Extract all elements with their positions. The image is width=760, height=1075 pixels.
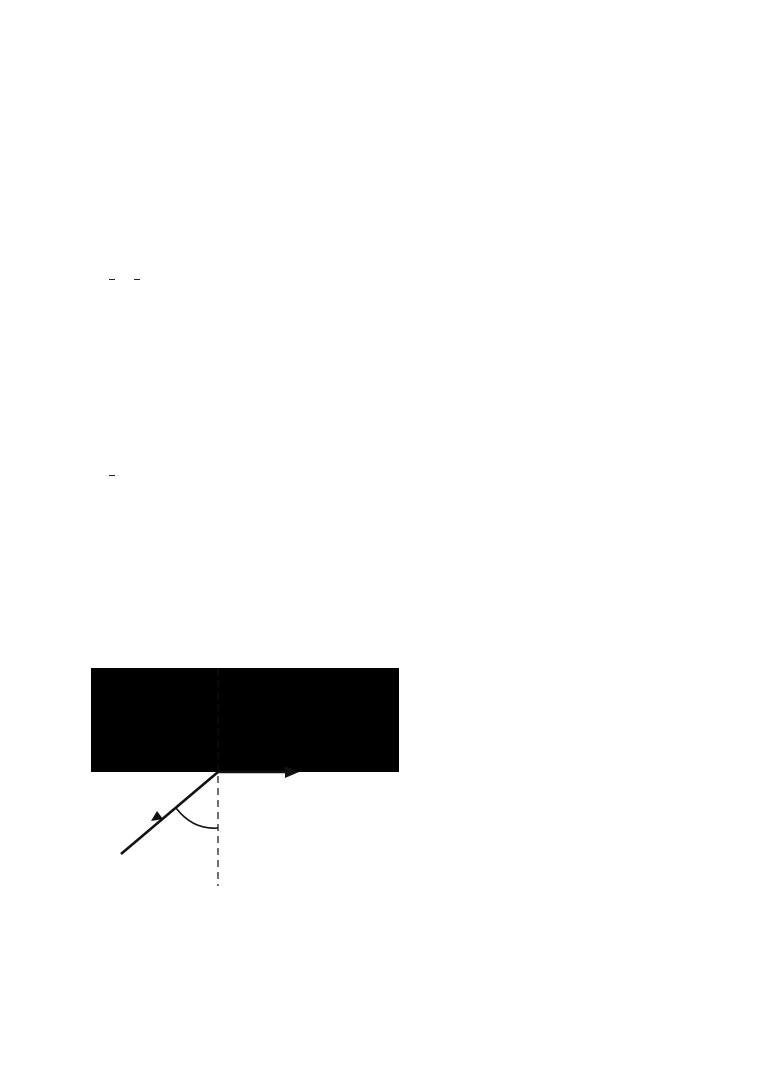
fraction-c-over-v — [109, 474, 115, 477]
incident-ray — [121, 772, 218, 854]
fraction-velocities — [109, 278, 115, 281]
critical-angle-arc — [176, 808, 218, 828]
total-internal-reflection-diagram — [91, 668, 399, 888]
rarer-medium-region — [91, 668, 399, 772]
formula-relative-index — [91, 270, 142, 289]
fraction-wavelengths — [134, 278, 140, 281]
formula-absolute-index — [91, 466, 117, 485]
